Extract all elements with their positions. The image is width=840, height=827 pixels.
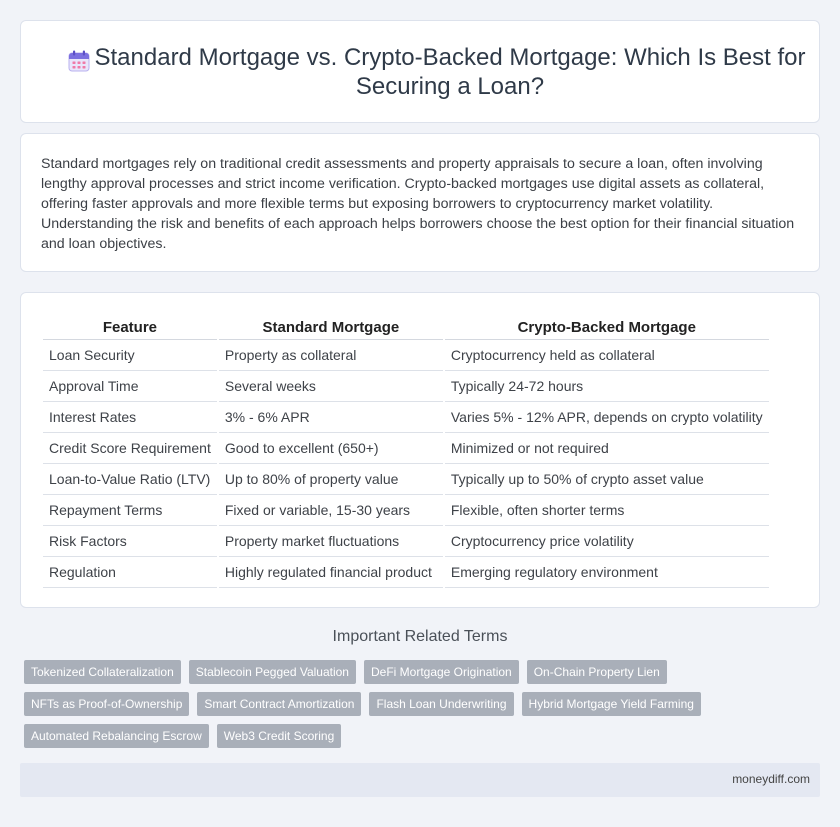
standard-cell: Several weeks bbox=[218, 370, 444, 401]
table-row bbox=[43, 494, 769, 525]
crypto-cell: Flexible, often shorter terms bbox=[444, 494, 769, 525]
feature-cell: Risk Factors bbox=[43, 525, 218, 556]
standard-cell: 3% - 6% APR bbox=[218, 401, 444, 432]
related-term-tag[interactable]: Web3 Credit Scoring bbox=[217, 724, 342, 748]
crypto-cell: Emerging regulatory environment bbox=[444, 556, 769, 587]
footer-bar bbox=[20, 763, 820, 797]
page-title: Standard Mortgage vs. Crypto-Backed Mortgage: Which Is Best for Securing a Loan? bbox=[94, 44, 806, 100]
table-row bbox=[43, 463, 769, 494]
crypto-cell: Typically up to 50% of crypto asset value bbox=[444, 463, 769, 494]
table-row bbox=[43, 401, 769, 432]
related-term-tag[interactable]: Hybrid Mortgage Yield Farming bbox=[522, 692, 701, 716]
standard-cell: Property market fluctuations bbox=[218, 525, 444, 556]
crypto-cell: Cryptocurrency price volatility bbox=[444, 525, 769, 556]
table-row bbox=[43, 370, 769, 401]
standard-cell: Fixed or variable, 15-30 years bbox=[218, 494, 444, 525]
related-term-tag[interactable]: Automated Rebalancing Escrow bbox=[24, 724, 209, 748]
standard-cell: Property as collateral bbox=[218, 339, 444, 370]
column-header-standard: Standard Mortgage bbox=[218, 315, 444, 339]
table-row bbox=[43, 339, 769, 370]
feature-cell: Approval Time bbox=[43, 370, 218, 401]
intro-paragraph: Standard mortgages rely on traditional credit assessments and property appraisals to secure a loan, often involving lengthy approval processes and strict income verification. Crypto-backed mortgages use digital assets as collateral, offering faster approvals and more flexible terms but exposing borrowers to cryptocurrency market volatility. Understanding the risk and benefits of each approach helps borrowers choose the best option for their financial situation and loan objectives. bbox=[41, 156, 795, 252]
feature-cell: Repayment Terms bbox=[43, 494, 218, 525]
title-card bbox=[20, 20, 820, 123]
crypto-cell: Cryptocurrency held as collateral bbox=[444, 339, 769, 370]
crypto-cell: Varies 5% - 12% APR, depends on crypto volatility bbox=[444, 401, 769, 432]
standard-cell: Good to excellent (650+) bbox=[218, 432, 444, 463]
related-term-tag[interactable]: Flash Loan Underwriting bbox=[369, 692, 513, 716]
related-term-tag[interactable]: DeFi Mortgage Origination bbox=[364, 660, 519, 684]
comparison-card bbox=[20, 292, 820, 608]
table-header-row bbox=[43, 315, 769, 339]
column-header-crypto: Crypto-Backed Mortgage bbox=[444, 315, 769, 339]
standard-cell: Highly regulated financial product bbox=[218, 556, 444, 587]
related-terms-heading: Important Related Terms bbox=[332, 628, 508, 645]
related-terms-list bbox=[24, 660, 724, 748]
crypto-cell: Minimized or not required bbox=[444, 432, 769, 463]
feature-cell: Credit Score Requirement bbox=[43, 432, 218, 463]
related-term-tag[interactable]: Smart Contract Amortization bbox=[197, 692, 361, 716]
crypto-cell: Typically 24-72 hours bbox=[444, 370, 769, 401]
related-term-tag[interactable]: NFTs as Proof-of-Ownership bbox=[24, 692, 189, 716]
feature-cell: Regulation bbox=[43, 556, 218, 587]
table-row bbox=[43, 556, 769, 587]
related-term-tag[interactable]: Tokenized Collateralization bbox=[24, 660, 181, 684]
table-row bbox=[43, 432, 769, 463]
related-term-tag[interactable]: On-Chain Property Lien bbox=[527, 660, 667, 684]
feature-cell: Interest Rates bbox=[43, 401, 218, 432]
feature-cell: Loan Security bbox=[43, 339, 218, 370]
site-name-link[interactable]: moneydiff.com bbox=[732, 772, 810, 786]
related-term-tag[interactable]: Stablecoin Pegged Valuation bbox=[189, 660, 356, 684]
standard-cell: Up to 80% of property value bbox=[218, 463, 444, 494]
column-header-feature: Feature bbox=[43, 315, 218, 339]
comparison-table bbox=[43, 315, 769, 588]
intro-card bbox=[20, 133, 820, 272]
calendar-icon bbox=[67, 49, 91, 73]
table-row bbox=[43, 525, 769, 556]
feature-cell: Loan-to-Value Ratio (LTV) bbox=[43, 463, 218, 494]
